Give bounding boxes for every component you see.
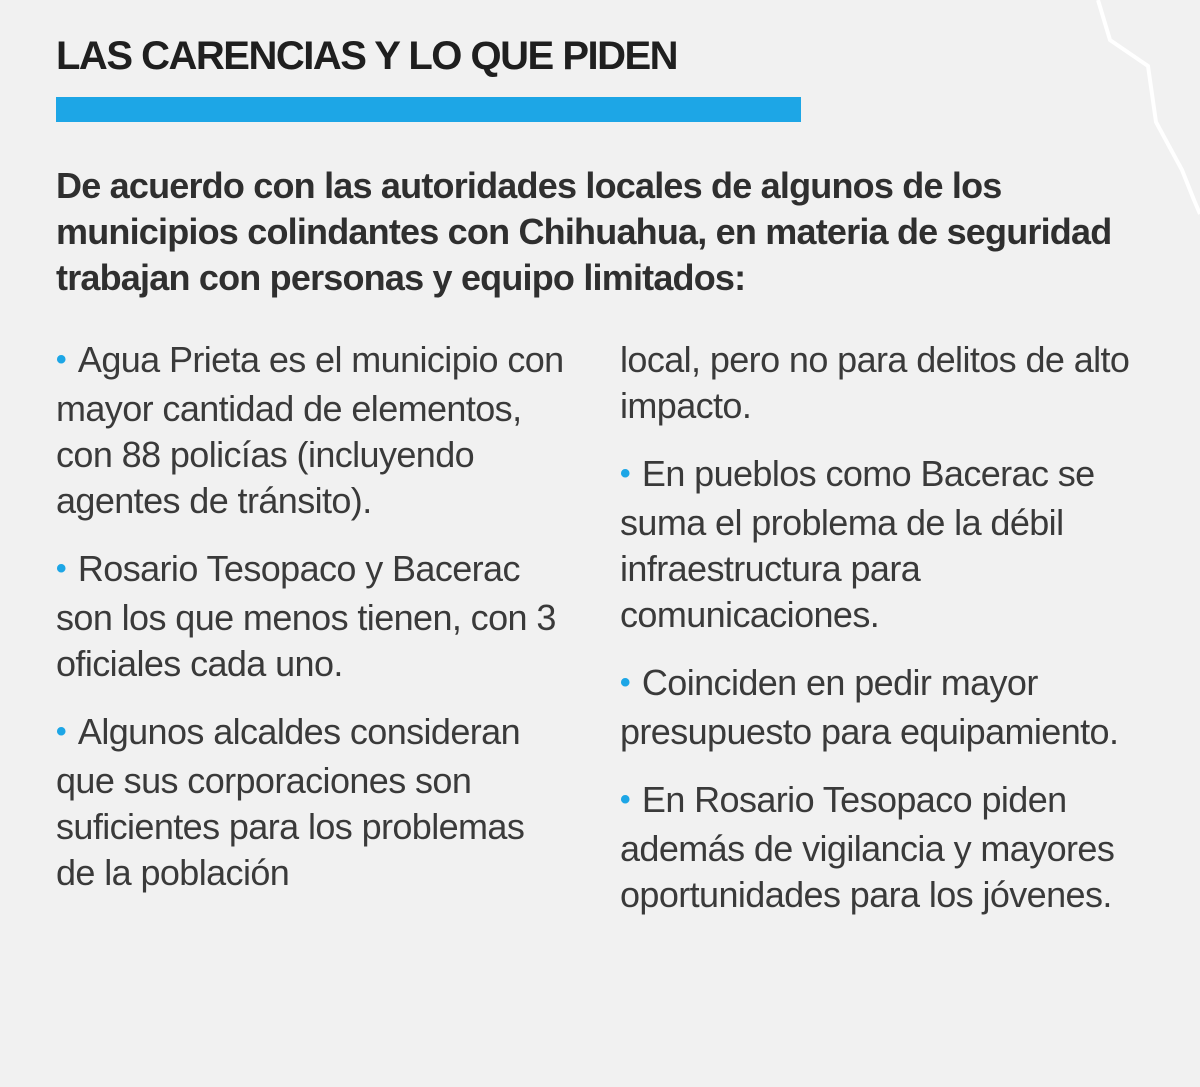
bullet-item-alcaldes — [56, 709, 566, 896]
title-accent-bar — [56, 97, 801, 122]
bullet-item-continuation — [620, 337, 1140, 429]
bullet-item-text: Algunos alcaldes consideran que sus corporaciones son suficientes para los problemas de la población — [56, 711, 525, 893]
bullet-item-text: Coinciden en pedir mayor presupuesto para equipamiento. — [620, 662, 1119, 752]
section-title: LAS CARENCIAS Y LO QUE PIDEN — [56, 34, 678, 78]
bullet-icon: • — [56, 552, 66, 585]
bullet-item-presupuesto — [620, 660, 1140, 755]
bullet-icon: • — [620, 783, 630, 816]
bullet-item-agua-prieta — [56, 337, 566, 524]
bullet-item-text: Rosario Tesopaco y Bacerac son los que menos tienen, con 3 oficiales cada uno. — [56, 548, 556, 684]
bullet-icon: • — [56, 715, 66, 748]
bullet-icon: • — [56, 343, 66, 376]
bullet-item-text: local, pero no para delitos de alto impacto. — [620, 339, 1130, 426]
left-column — [56, 337, 566, 918]
bullet-item-oportunidades — [620, 777, 1140, 918]
bullet-icon: • — [620, 666, 630, 699]
bullet-icon: • — [620, 457, 630, 490]
bullet-item-text: Agua Prieta es el municipio con mayor cantidad de elementos, con 88 policías (incluyendo agentes de tránsito). — [56, 339, 564, 521]
bullet-item-infraestructura — [620, 451, 1140, 638]
bullet-item-text: En pueblos como Bacerac se suma el problema de la débil infraestructura para comunicaciones. — [620, 453, 1095, 635]
right-column — [620, 337, 1140, 940]
bullet-item-rosario-bacerac — [56, 546, 566, 687]
bullet-item-text: En Rosario Tesopaco piden además de vigilancia y mayores oportunidades para los jóvenes. — [620, 779, 1115, 915]
intro-paragraph: De acuerdo con las autoridades locales de algunos de los municipios colindantes con Chihuahua, en materia de seguridad trabajan con personas y equipo limitados: — [56, 165, 1112, 298]
